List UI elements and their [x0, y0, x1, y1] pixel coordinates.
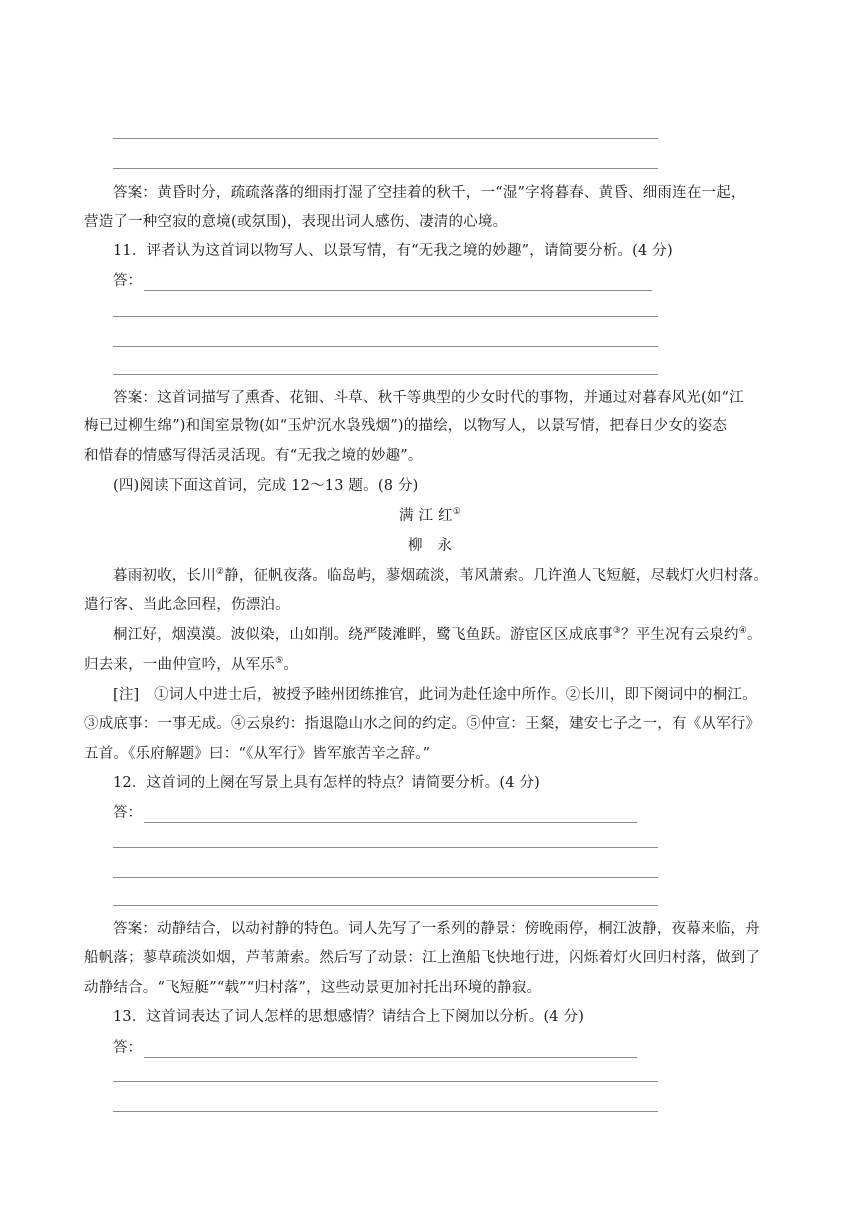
answer-label: 答：	[113, 1040, 142, 1056]
answer-field-11[interactable]	[113, 271, 652, 291]
answer-rule	[113, 374, 658, 375]
section-4-heading: (四)阅读下面这首词，完成 12～13 题。(8 分)	[113, 478, 419, 494]
answer-rule	[113, 847, 658, 848]
answer-field-13[interactable]	[113, 1038, 637, 1058]
poem-line-3: 桐江好，烟漠漠。波似染，山如削。绕严陵滩畔，鹭飞鱼跃。游宦区区成底事③？平生况有云泉约④。	[113, 626, 762, 643]
answer-field-12[interactable]	[113, 803, 637, 823]
footnote-marker: ④	[738, 626, 747, 637]
question-11: 11．评者认为这首词以物写人、以景写情，有“无我之境的妙趣”，请简要分析。(4 分)	[113, 243, 673, 259]
footnote-marker: ③	[612, 626, 622, 637]
notes-line-2: ③成底事：一事无成。④云泉约：指退隐山水之间的约定。⑤仲宣：王粲，建安七子之一，有《从军行》	[84, 716, 761, 732]
answer-rule	[113, 316, 658, 317]
notes-line-1: [注] ①词人中进士后，被授予睦州团练推官，此词为赴任途中所作。②长川，即下阕词中的桐江。	[113, 687, 757, 703]
answer-blank[interactable]	[144, 808, 637, 823]
footnote-marker: ⑤	[275, 656, 284, 667]
answer-10-line-2: 营造了一种空寂的意境(或氛围)，表现出词人感伤、凄清的心境。	[84, 214, 508, 230]
answer-12-line-3: 动静结合。“飞短艇”“载”“归村落”，这些动景更加衬托出环境的静寂。	[84, 980, 542, 996]
poem-line-4: 归去来，一曲仲宣吟，从军乐⑤。	[84, 656, 299, 673]
answer-rule	[113, 877, 658, 878]
question-13: 13．这首词表达了词人怎样的思想感情？请结合上下阕加以分析。(4 分)	[113, 1009, 585, 1025]
answer-rule	[113, 1111, 658, 1112]
answer-label: 答：	[113, 273, 142, 289]
footnote-marker: ①	[452, 507, 461, 518]
poem-author: 柳 永	[407, 538, 453, 554]
answer-11-line-1: 答案：这首词描写了熏香、花钿、斗草、秋千等典型的少女时代的事物，并通过对暮春风光(如“江	[113, 390, 744, 406]
answer-12-line-1: 答案：动静结合，以动衬静的特色。词人先写了一系列的静景：傍晚雨停，桐江波静，夜幕来临，舟	[113, 921, 760, 937]
question-12: 12．这首词的上阕在写景上具有怎样的特点？请简要分析。(4 分)	[113, 775, 540, 791]
answer-label: 答：	[113, 805, 142, 821]
answer-11-line-3: 和惜春的情感写得活灵活现。有“无我之境的妙趣”。	[84, 448, 423, 464]
answer-rule	[113, 1081, 658, 1082]
poem-line-2: 遣行客、当此念回程，伤漂泊。	[84, 597, 290, 613]
answer-blank[interactable]	[144, 1043, 637, 1058]
poem-title: 满 江 红①	[399, 507, 461, 524]
answer-rule	[113, 346, 658, 347]
answer-rule	[113, 168, 658, 169]
poem-line-1: 暮雨初收，长川②静，征帆夜落。临岛屿，蓼烟疏淡，苇风萧索。几许渔人飞短艇，尽载灯火归村落。	[113, 567, 769, 584]
notes-line-3: 五首。《乐府解题》曰：“《从军行》皆军旅苦辛之辞。”	[84, 746, 431, 762]
answer-blank[interactable]	[144, 276, 652, 291]
answer-11-line-2: 梅已过柳生绵”)和闺室景物(如“玉炉沉水袅残烟”)的描绘，以物写人，以景写情，把春日少女的姿态	[84, 418, 728, 434]
answer-10-line-1: 答案：黄昏时分，疏疏落落的细雨打湿了空挂着的秋千，一“湿”字将暮春、黄昏、细雨连在一起，	[113, 185, 746, 201]
answer-12-line-2: 船帆落；蓼草疏淡如烟，芦苇萧索。然后写了动景：江上渔船飞快地行进，闪烁着灯火回归村落，做到了	[84, 950, 761, 966]
footnote-marker: ②	[215, 567, 225, 578]
answer-rule	[113, 905, 658, 906]
answer-rule	[113, 138, 658, 139]
